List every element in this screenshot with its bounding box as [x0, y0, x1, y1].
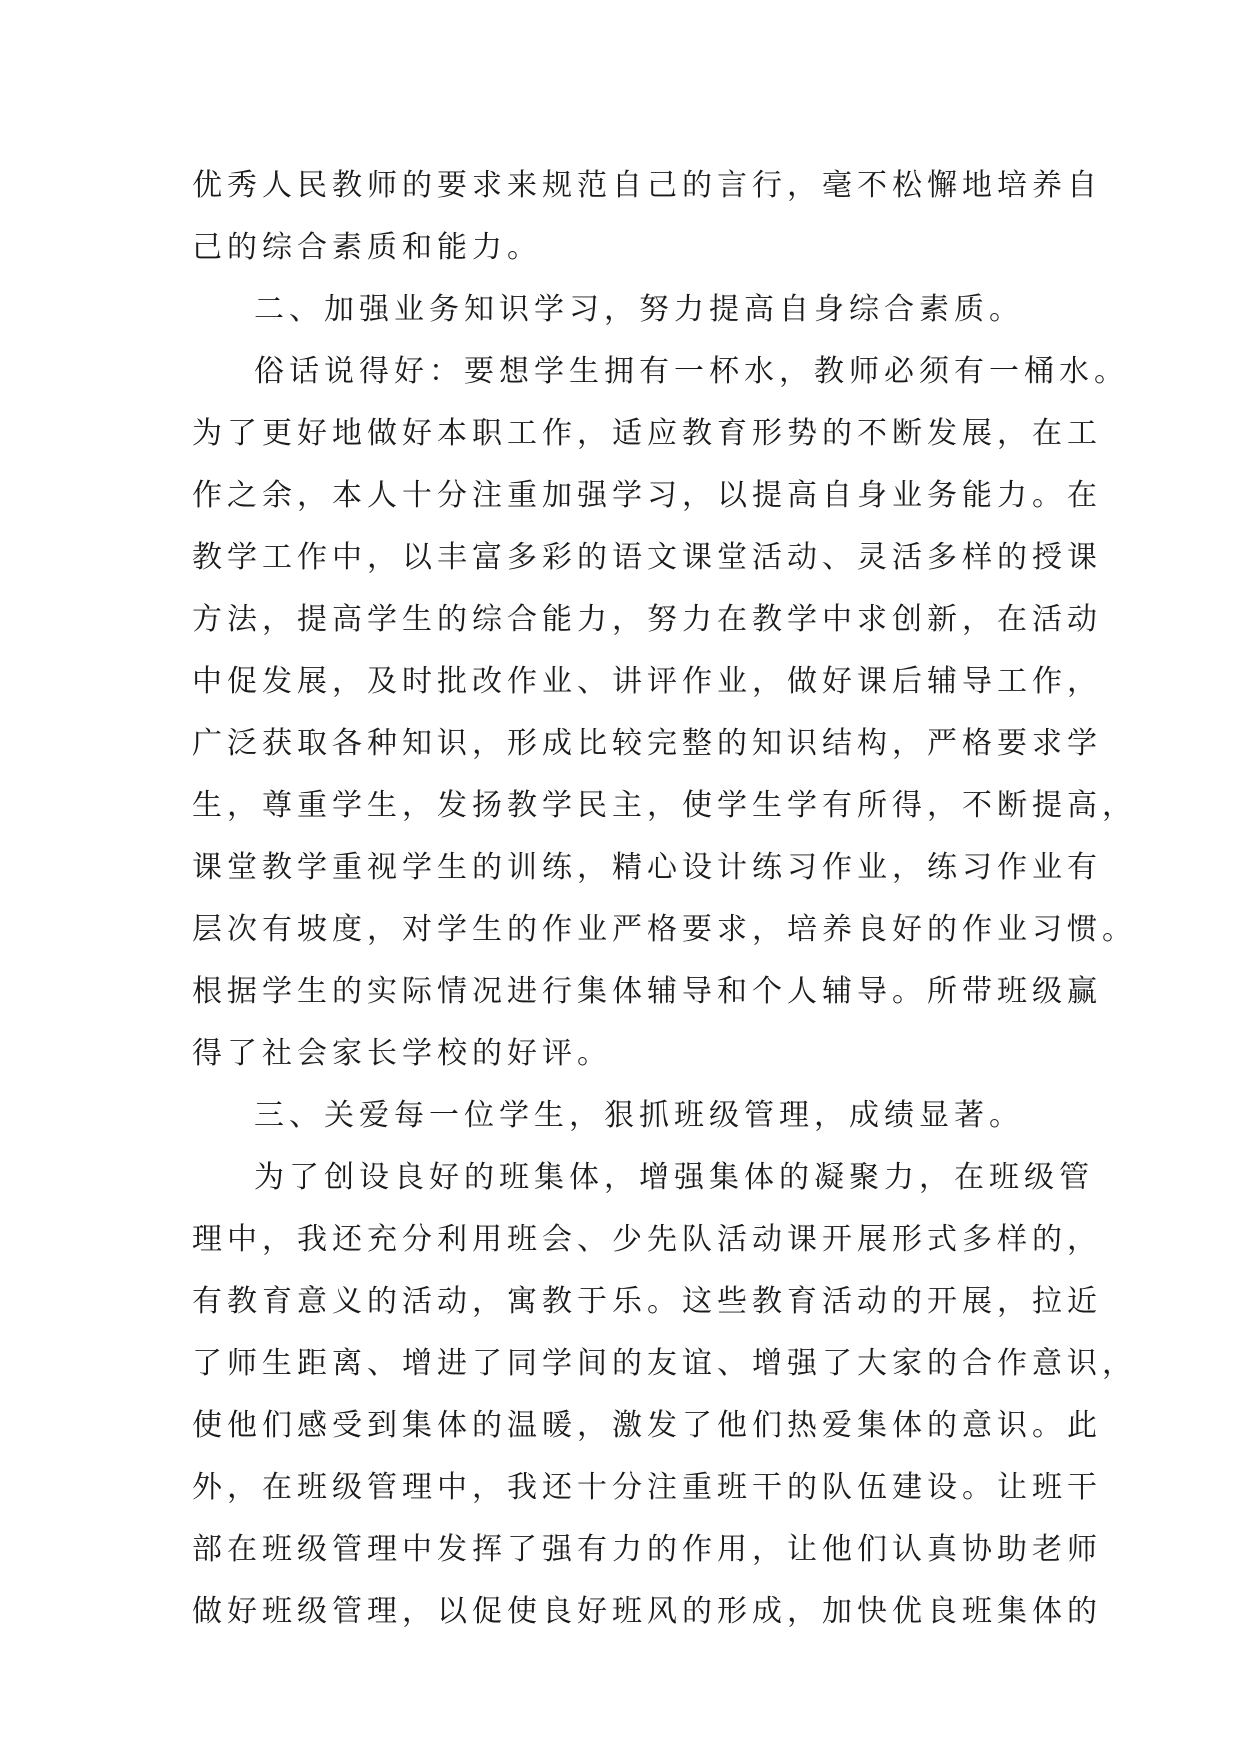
text-line: 作之余，本人十分注重加强学习，以提高自身业务能力。在 [192, 478, 1102, 513]
section-heading: 三、关爱每一位学生，狠抓班级管理，成绩显著。 [254, 1098, 1024, 1133]
text-line: 为了更好地做好本职工作，适应教育形势的不断发展，在工 [192, 416, 1102, 451]
text-line: 生，尊重学生，发扬教学民主，使学生学有所得，不断提高， [192, 788, 1137, 823]
text-line: 方法，提高学生的综合能力，努力在教学中求创新，在活动 [192, 602, 1102, 637]
text-line: 了师生距离、增进了同学间的友谊、增强了大家的合作意识， [192, 1346, 1137, 1381]
text-line: 使他们感受到集体的温暖，激发了他们热爱集体的意识。此 [192, 1408, 1102, 1443]
text-line: 得了社会家长学校的好评。 [192, 1036, 612, 1071]
text-line: 课堂教学重视学生的训练，精心设计练习作业，练习作业有 [192, 850, 1102, 885]
text-line: 教学工作中，以丰富多彩的语文课堂活动、灵活多样的授课 [192, 540, 1102, 575]
text-line: 优秀人民教师的要求来规范自己的言行，毫不松懈地培养自 [192, 168, 1102, 203]
text-line: 根据学生的实际情况进行集体辅导和个人辅导。所带班级赢 [192, 974, 1102, 1009]
text-line: 广泛获取各种知识，形成比较完整的知识结构，严格要求学 [192, 726, 1102, 761]
text-line: 有教育意义的活动，寓教于乐。这些教育活动的开展，拉近 [192, 1284, 1102, 1319]
text-line: 理中，我还充分利用班会、少先队活动课开展形式多样的， [192, 1222, 1102, 1257]
text-line: 外，在班级管理中，我还十分注重班干的队伍建设。让班干 [192, 1470, 1102, 1505]
text-line: 部在班级管理中发挥了强有力的作用，让他们认真协助老师 [192, 1532, 1102, 1567]
text-line: 为了创设良好的班集体，增强集体的凝聚力，在班级管 [254, 1160, 1094, 1195]
text-line: 做好班级管理，以促使良好班风的形成，加快优良班集体的 [192, 1594, 1102, 1629]
document-body [192, 155, 1137, 1643]
text-line: 俗话说得好：要想学生拥有一杯水，教师必须有一桶水。 [254, 354, 1129, 389]
text-line: 己的综合素质和能力。 [192, 230, 542, 265]
section-heading: 二、加强业务知识学习，努力提高自身综合素质。 [254, 292, 1024, 327]
text-line: 层次有坡度，对学生的作业严格要求，培养良好的作业习惯。 [192, 912, 1137, 947]
text-line: 中促发展，及时批改作业、讲评作业，做好课后辅导工作， [192, 664, 1102, 699]
